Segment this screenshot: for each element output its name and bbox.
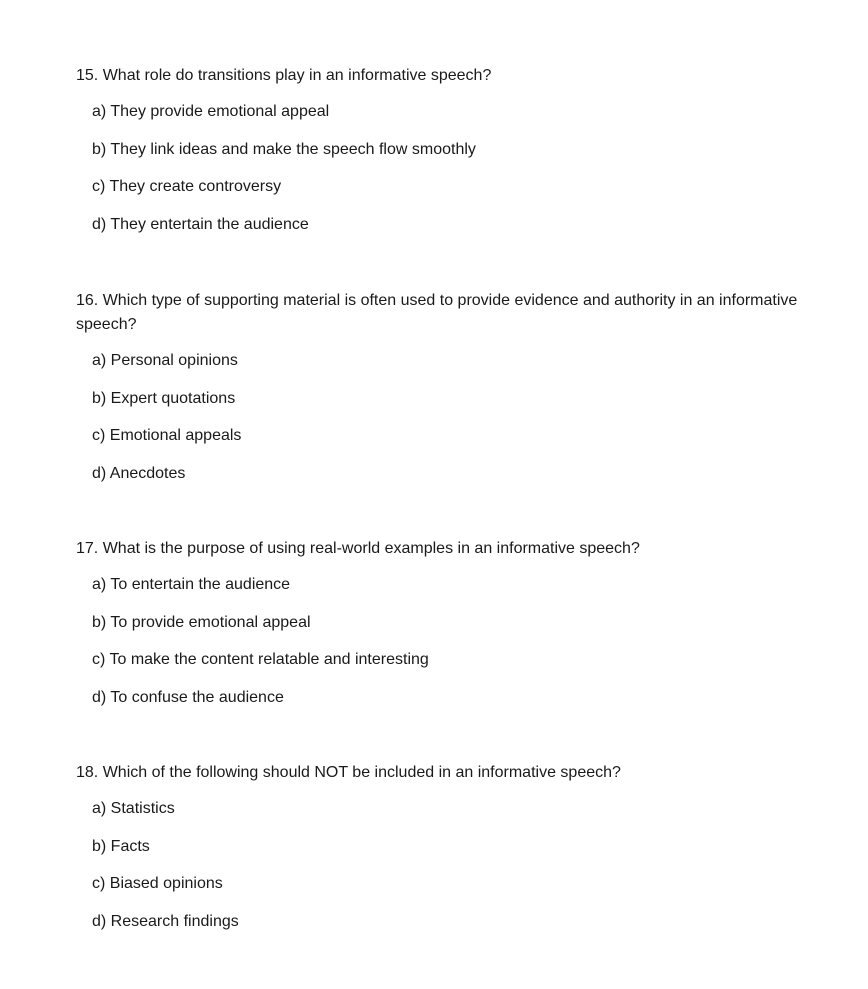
option-a: a) They provide emotional appeal xyxy=(92,103,330,120)
option-a: a) Personal opinions xyxy=(92,352,238,369)
option-d: d) Anecdotes xyxy=(92,464,186,482)
option-b: b) Facts xyxy=(92,837,150,855)
option-c: c) To make the content relatable and interesting xyxy=(92,651,429,668)
option-b: b) Expert quotations xyxy=(92,389,236,407)
option-d: d) To confuse the audience xyxy=(92,688,284,706)
option-d: d) They entertain the audience xyxy=(92,215,309,233)
question-15 xyxy=(76,64,856,250)
option-c: c) They create controversy xyxy=(92,178,282,195)
option-a: a) To entertain the audience xyxy=(92,576,291,593)
option-b: b) They link ideas and make the speech flow smoothly xyxy=(92,140,476,158)
option-d: d) Research findings xyxy=(92,912,239,930)
question-text: 16. Which type of supporting material is often used to provide evidence and authority in an informative speech? xyxy=(76,292,798,333)
question-text: 15. What role do transitions play in an informative speech? xyxy=(76,67,492,84)
option-b: b) To provide emotional appeal xyxy=(92,613,311,631)
option-a: a) Statistics xyxy=(92,800,175,817)
question-16 xyxy=(76,289,856,499)
question-text: 17. What is the purpose of using real-world examples in an informative speech? xyxy=(76,540,640,557)
option-c: c) Emotional appeals xyxy=(92,427,242,444)
question-17 xyxy=(76,537,856,723)
option-c: c) Biased opinions xyxy=(92,875,223,892)
question-18 xyxy=(76,761,856,947)
question-text: 18. Which of the following should NOT be included in an informative speech? xyxy=(76,764,621,781)
